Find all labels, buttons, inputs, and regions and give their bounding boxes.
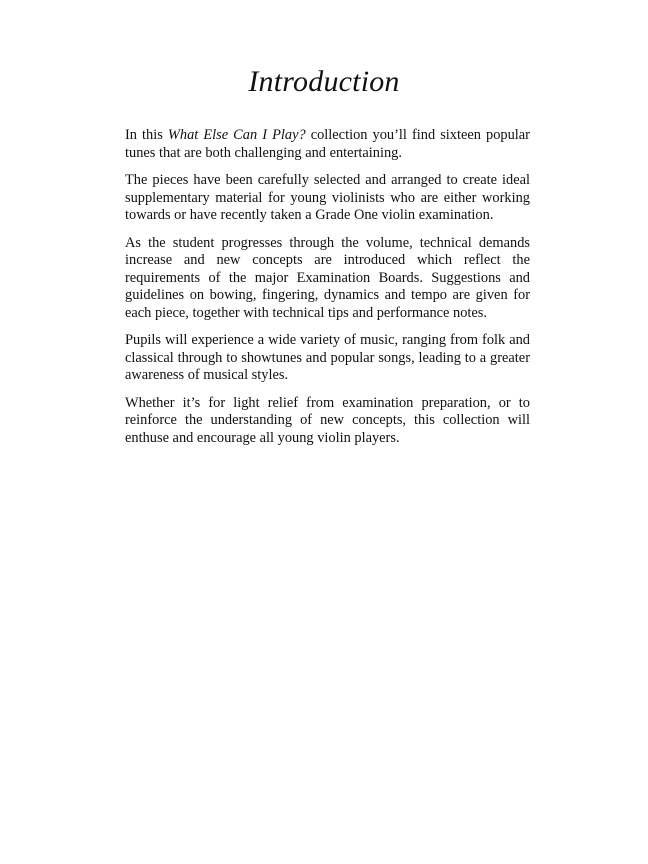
paragraph-progression: As the student progresses through the volume, technical demands increase and new concepts are introduced which reflect the requirements of the major Examination Boards. Suggestions and guidelines on bowing, fingering, dynamics and tempo are given for each piece, together with technical tips and performance notes.	[125, 234, 530, 321]
paragraph-text: In this	[125, 127, 168, 143]
page-title: Introduction	[248, 65, 400, 98]
paragraph-variety: Pupils will experience a wide variety of music, ranging from folk and classical through to showtunes and popular songs, leading to a greater awareness of musical styles.	[125, 332, 530, 383]
book-title-emphasis: What Else Can I Play?	[167, 127, 306, 143]
paragraph-closing: Whether it’s for light relief from examination preparation, or to reinforce the understanding of new concepts, this collection will enthuse and encourage all young violin players.	[125, 394, 530, 446]
introduction-body	[125, 127, 530, 457]
paragraph-text: collection you’ll find sixteen popular tunes that are both challenging and entertaining.	[125, 127, 530, 161]
paragraph-selection: The pieces have been carefully selected and arranged to create ideal supplementary material for young violinists who are either working towards or have recently taken a Grade One violin examination.	[125, 172, 530, 223]
paragraph-collection-intro	[125, 127, 530, 162]
